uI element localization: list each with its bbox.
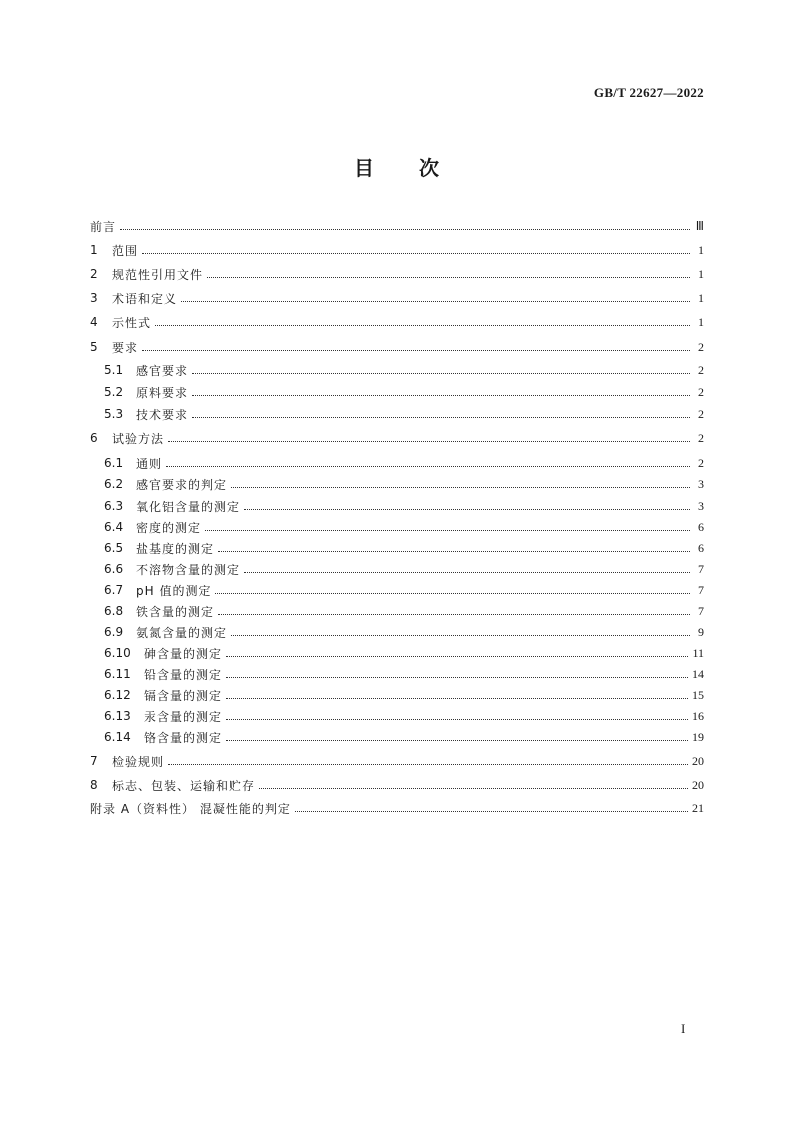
toc-entry-label: 检验规则 xyxy=(112,754,165,769)
toc-entry-page: Ⅲ xyxy=(695,218,704,233)
toc-entry-number: 6.6 xyxy=(104,562,124,576)
toc-entry-page: 19 xyxy=(692,729,704,744)
toc-entry-number: 5.1 xyxy=(104,363,124,377)
toc-leader-dots xyxy=(166,466,690,467)
toc-entry[interactable] xyxy=(90,216,704,236)
toc-leader-dots xyxy=(226,656,688,657)
toc-entry[interactable] xyxy=(104,474,704,494)
toc-entry-number: 8 xyxy=(90,778,98,792)
title-char-right: 次 xyxy=(419,156,440,180)
toc-entry-number: 6.9 xyxy=(104,625,124,639)
toc-entry-page: 3 xyxy=(698,498,704,513)
toc-entry[interactable] xyxy=(104,601,704,621)
toc-leader-dots xyxy=(244,572,690,573)
toc-entry[interactable] xyxy=(104,727,704,747)
title-char-left: 目 xyxy=(354,156,375,180)
toc-entry-number: 6.5 xyxy=(104,541,124,555)
toc-entry-label: 镉含量的测定 xyxy=(144,688,223,703)
toc-entry-page: 21 xyxy=(692,800,704,815)
toc-entry[interactable] xyxy=(90,337,704,357)
toc-leader-dots xyxy=(205,530,690,531)
toc-leader-dots xyxy=(155,325,690,326)
toc-entry-label: 示性式 xyxy=(112,315,152,330)
toc-entry[interactable] xyxy=(104,580,704,600)
toc-entry[interactable] xyxy=(104,453,704,473)
toc-entry-number: 6.1 xyxy=(104,456,124,470)
toc-leader-dots xyxy=(192,395,690,396)
toc-entry-page: 16 xyxy=(692,708,704,723)
toc-entry-page: 7 xyxy=(698,561,704,576)
toc-entry-page: 1 xyxy=(698,314,704,329)
toc-entry-label: 砷含量的测定 xyxy=(144,646,223,661)
toc-entry-label: 术语和定义 xyxy=(112,291,178,306)
toc-entry-label: 附录 A（资料性） 混凝性能的判定 xyxy=(90,801,291,816)
toc-entry-number: 1 xyxy=(90,243,98,257)
page-number: I xyxy=(681,1021,686,1036)
toc-entry-page: 2 xyxy=(698,430,704,445)
toc-entry-page: 7 xyxy=(698,603,704,618)
toc-entry[interactable] xyxy=(90,288,704,308)
toc-entry-page: 2 xyxy=(698,455,704,470)
toc-leader-dots xyxy=(142,253,690,254)
toc-entry-page: 1 xyxy=(698,290,704,305)
toc-entry[interactable] xyxy=(104,706,704,726)
toc-entry-label: 盐基度的测定 xyxy=(136,541,215,556)
toc-entry-page: 20 xyxy=(692,753,704,768)
toc-entry-number: 6.7 xyxy=(104,583,124,597)
toc-entry-number: 6.3 xyxy=(104,499,124,513)
toc-entry-page: 2 xyxy=(698,406,704,421)
toc-entry-label: pH 值的测定 xyxy=(136,583,212,598)
toc-entry-label: 感官要求 xyxy=(136,363,189,378)
toc-entry[interactable] xyxy=(104,664,704,684)
toc-entry-page: 6 xyxy=(698,540,704,555)
toc-leader-dots xyxy=(295,811,688,812)
toc-entry-number: 6.8 xyxy=(104,604,124,618)
toc-entry[interactable] xyxy=(104,559,704,579)
toc-entry-number: 6.2 xyxy=(104,477,124,491)
toc-entry-label: 要求 xyxy=(112,340,139,355)
toc-entry-number: 6.4 xyxy=(104,520,124,534)
toc-entry[interactable] xyxy=(90,775,704,795)
toc-leader-dots xyxy=(218,551,690,552)
toc-entry-page: 11 xyxy=(692,645,704,660)
toc-entry-label: 技术要求 xyxy=(136,407,189,422)
toc-entry-page: 2 xyxy=(698,339,704,354)
toc-entry-label: 通则 xyxy=(136,456,163,471)
toc-entry-page: 15 xyxy=(692,687,704,702)
toc-leader-dots xyxy=(215,593,690,594)
toc-entry[interactable] xyxy=(104,517,704,537)
toc-entry[interactable] xyxy=(90,312,704,332)
toc-entry-label: 感官要求的判定 xyxy=(136,477,228,492)
toc-leader-dots xyxy=(218,614,690,615)
toc-entry-number: 4 xyxy=(90,315,98,329)
toc-leader-dots xyxy=(226,698,688,699)
toc-entry-number: 6.14 xyxy=(104,730,131,744)
toc-entry-label: 氨氮含量的测定 xyxy=(136,625,228,640)
toc-entry[interactable] xyxy=(104,538,704,558)
toc-leader-dots xyxy=(120,229,690,230)
toc-entry-number: 6.11 xyxy=(104,667,131,681)
toc-entry-number: 5 xyxy=(90,340,98,354)
toc-leader-dots xyxy=(226,677,688,678)
toc-leader-dots xyxy=(259,788,688,789)
toc-entry[interactable] xyxy=(104,622,704,642)
toc-leader-dots xyxy=(207,277,690,278)
toc-leader-dots xyxy=(192,373,690,374)
toc-entry-number: 3 xyxy=(90,291,98,305)
toc-entry-page: 1 xyxy=(698,266,704,281)
toc-entry[interactable] xyxy=(104,404,704,424)
toc-entry-label: 前言 xyxy=(90,219,117,234)
toc-entry-page: 2 xyxy=(698,362,704,377)
toc-entry-label: 汞含量的测定 xyxy=(144,709,223,724)
standard-code: GB/T 22627—2022 xyxy=(593,85,704,100)
toc-leader-dots xyxy=(231,635,690,636)
toc-entry-label: 铬含量的测定 xyxy=(144,730,223,745)
toc-entry-label: 范围 xyxy=(112,243,139,258)
toc-leader-dots xyxy=(142,350,690,351)
toc-leader-dots xyxy=(226,719,688,720)
toc-leader-dots xyxy=(168,441,690,442)
toc-entry-label: 氧化铝含量的测定 xyxy=(136,499,241,514)
toc-entry-page: 2 xyxy=(698,384,704,399)
toc-entry-number: 6 xyxy=(90,431,98,445)
toc-entry-page: 20 xyxy=(692,777,704,792)
toc-entry-number: 6.13 xyxy=(104,709,131,723)
toc-entry[interactable] xyxy=(90,264,704,284)
toc-entry-label: 规范性引用文件 xyxy=(112,267,204,282)
toc-entry[interactable] xyxy=(104,382,704,402)
toc-entry-label: 密度的测定 xyxy=(136,520,202,535)
toc-entry-number: 5.2 xyxy=(104,385,124,399)
toc-leader-dots xyxy=(244,509,690,510)
page-title xyxy=(0,152,794,181)
toc-entry-number: 2 xyxy=(90,267,98,281)
toc-leader-dots xyxy=(231,487,690,488)
toc-entry[interactable] xyxy=(104,685,704,705)
toc-entry[interactable] xyxy=(90,428,704,448)
toc-entry-page: 14 xyxy=(692,666,704,681)
toc-leader-dots xyxy=(168,764,688,765)
toc-entry-label: 试验方法 xyxy=(112,431,165,446)
toc-entry[interactable] xyxy=(90,751,704,771)
toc-entry-number: 6.12 xyxy=(104,688,131,702)
toc-entry-page: 6 xyxy=(698,519,704,534)
toc-entry-label: 铅含量的测定 xyxy=(144,667,223,682)
toc-entry-label: 标志、包装、运输和贮存 xyxy=(112,778,256,793)
toc-entry[interactable] xyxy=(90,798,704,818)
toc-entry-number: 7 xyxy=(90,754,98,768)
toc-entry-page: 9 xyxy=(698,624,704,639)
toc-leader-dots xyxy=(226,740,688,741)
toc-entry-page: 7 xyxy=(698,582,704,597)
toc-entry-label: 原料要求 xyxy=(136,385,189,400)
toc-entry[interactable] xyxy=(90,240,704,260)
toc-leader-dots xyxy=(192,417,690,418)
toc-leader-dots xyxy=(181,301,690,302)
toc-entry[interactable] xyxy=(104,360,704,380)
toc-entry[interactable] xyxy=(104,496,704,516)
toc-entry[interactable] xyxy=(104,643,704,663)
toc-entry-page: 3 xyxy=(698,476,704,491)
toc-entry-page: 1 xyxy=(698,242,704,257)
toc-entry-label: 不溶物含量的测定 xyxy=(136,562,241,577)
toc-entry-label: 铁含量的测定 xyxy=(136,604,215,619)
toc-entry-number: 6.10 xyxy=(104,646,131,660)
toc-entry-number: 5.3 xyxy=(104,407,124,421)
